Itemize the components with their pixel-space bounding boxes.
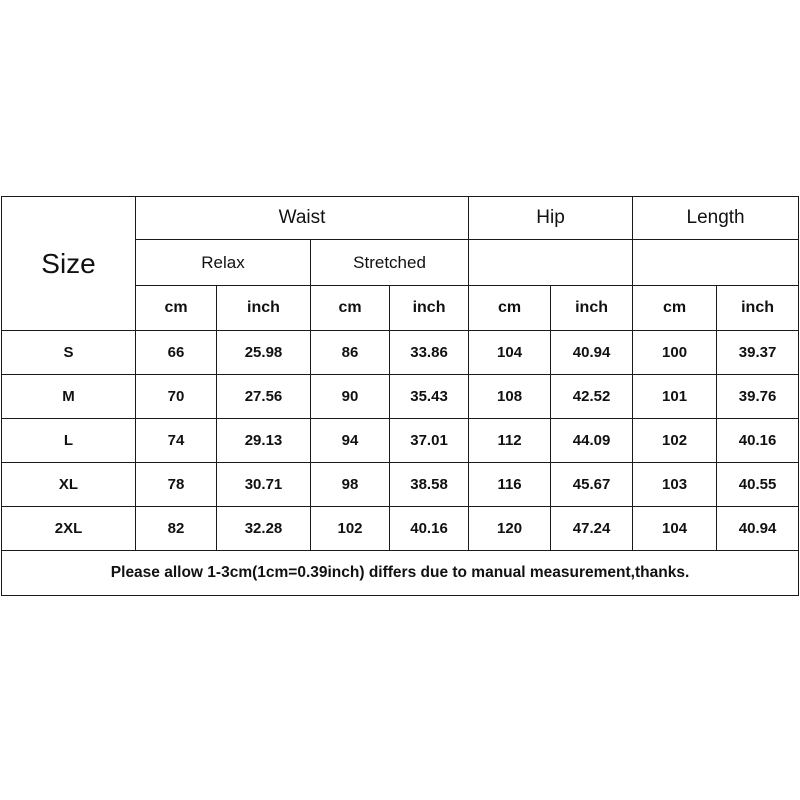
measurement-cell: 32.28	[217, 507, 311, 551]
measurement-cell: 40.94	[551, 331, 633, 375]
size-chart-table	[1, 196, 799, 596]
measurement-cell: 27.56	[217, 375, 311, 419]
size-cell: 2XL	[2, 507, 136, 551]
measurement-cell: 86	[311, 331, 390, 375]
measurement-cell: 70	[136, 375, 217, 419]
measurement-cell: 29.13	[217, 419, 311, 463]
table-row	[2, 375, 799, 419]
unit-cell: cm	[469, 286, 551, 331]
unit-cell: inch	[390, 286, 469, 331]
relax-header: Relax	[136, 240, 311, 286]
stretched-header: Stretched	[311, 240, 469, 286]
unit-cell: inch	[551, 286, 633, 331]
measurement-cell: 66	[136, 331, 217, 375]
measurement-cell: 39.76	[717, 375, 799, 419]
measurement-cell: 120	[469, 507, 551, 551]
size-cell: XL	[2, 463, 136, 507]
measurement-cell: 104	[469, 331, 551, 375]
table-row	[2, 507, 799, 551]
measurement-cell: 102	[311, 507, 390, 551]
table-row	[2, 419, 799, 463]
measurement-cell: 40.94	[717, 507, 799, 551]
waist-header: Waist	[136, 197, 469, 240]
group-header-row	[2, 197, 799, 240]
measurement-cell: 94	[311, 419, 390, 463]
measurement-cell: 90	[311, 375, 390, 419]
size-cell: L	[2, 419, 136, 463]
note-row	[2, 551, 799, 596]
measurement-cell: 35.43	[390, 375, 469, 419]
measurement-note: Please allow 1-3cm(1cm=0.39inch) differs due to manual measurement,thanks.	[2, 551, 799, 596]
unit-cell: inch	[717, 286, 799, 331]
measurement-cell: 47.24	[551, 507, 633, 551]
measurement-cell: 100	[633, 331, 717, 375]
size-header: Size	[2, 197, 136, 331]
length-subheader-empty	[633, 240, 799, 286]
table-row	[2, 331, 799, 375]
measurement-cell: 102	[633, 419, 717, 463]
measurement-cell: 104	[633, 507, 717, 551]
measurement-cell: 82	[136, 507, 217, 551]
measurement-cell: 42.52	[551, 375, 633, 419]
measurement-cell: 108	[469, 375, 551, 419]
size-cell: M	[2, 375, 136, 419]
measurement-cell: 40.16	[717, 419, 799, 463]
unit-cell: inch	[217, 286, 311, 331]
hip-subheader-empty	[469, 240, 633, 286]
length-header: Length	[633, 197, 799, 240]
measurement-cell: 98	[311, 463, 390, 507]
measurement-cell: 45.67	[551, 463, 633, 507]
unit-cell: cm	[136, 286, 217, 331]
unit-cell: cm	[633, 286, 717, 331]
measurement-cell: 101	[633, 375, 717, 419]
measurement-cell: 30.71	[217, 463, 311, 507]
measurement-cell: 116	[469, 463, 551, 507]
measurement-cell: 37.01	[390, 419, 469, 463]
measurement-cell: 44.09	[551, 419, 633, 463]
measurement-cell: 74	[136, 419, 217, 463]
measurement-cell: 33.86	[390, 331, 469, 375]
measurement-cell: 78	[136, 463, 217, 507]
measurement-cell: 40.55	[717, 463, 799, 507]
table-row	[2, 463, 799, 507]
hip-header: Hip	[469, 197, 633, 240]
measurement-cell: 25.98	[217, 331, 311, 375]
measurement-cell: 112	[469, 419, 551, 463]
measurement-cell: 38.58	[390, 463, 469, 507]
measurement-cell: 39.37	[717, 331, 799, 375]
unit-cell: cm	[311, 286, 390, 331]
measurement-cell: 103	[633, 463, 717, 507]
size-cell: S	[2, 331, 136, 375]
measurement-cell: 40.16	[390, 507, 469, 551]
